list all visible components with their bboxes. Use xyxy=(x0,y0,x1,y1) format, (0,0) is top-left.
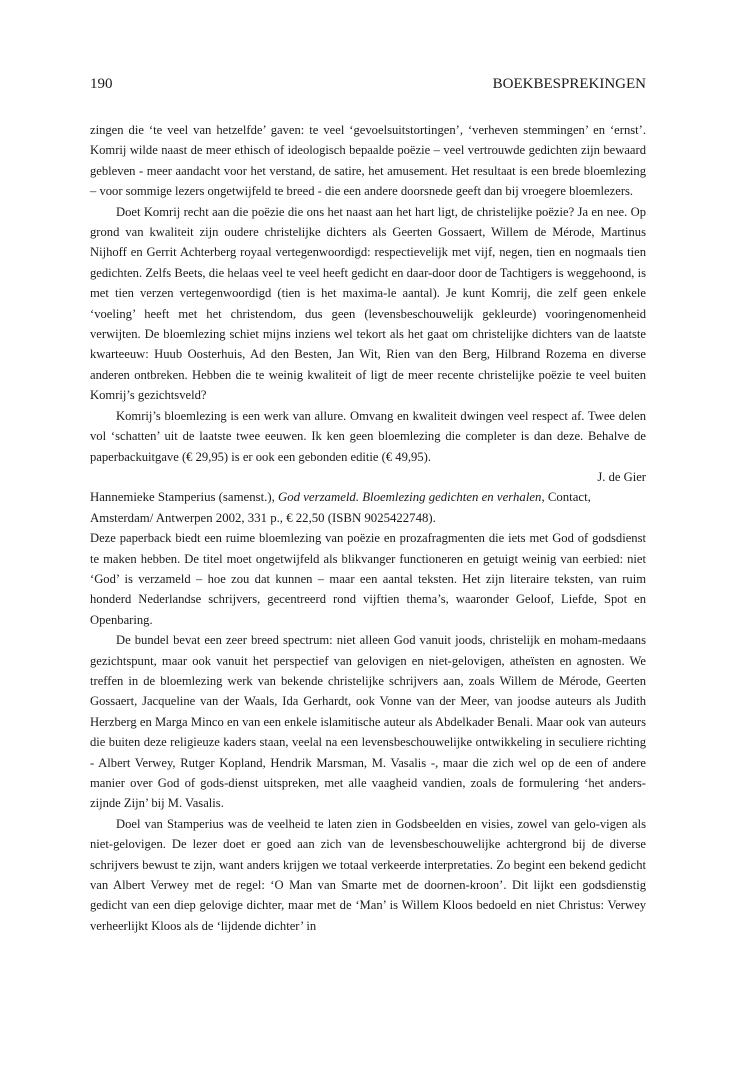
book-reference xyxy=(90,487,646,528)
review1-paragraph: zingen die ‘te veel van hetzelfde’ gaven: te veel ‘gevoelsuitstortingen’, ‘verheven stemmingen’ en ‘ernst’. Komrij wilde naast de meer ethisch of ideologisch bepaalde poëzie – veel vertrouwde gedichten zijn bewaard gebleven - meer aandacht voor het verstand, de satire, het amusement. Het resultaat is een brede bloemlezing – voor sommige lezers ongetwijfeld te breed - die een andere doorsnede geeft dan bij vroegere bloemlezers. xyxy=(90,123,646,199)
reference-author: Hannemieke Stamperius (samenst.), xyxy=(90,490,278,505)
page-body xyxy=(90,120,646,936)
reference-title: God verzameld. Bloemlezing gedichten en verhalen xyxy=(278,490,542,505)
review2-paragraph: Doel van Stamperius was de veelheid te laten zien in Godsbeelden en visies, zowel van gelo-vigen als niet-gelovigen. De lezer doet er goed aan zich van de levensbeschouwelijke achtergrond bij de diverse schrijvers bewust te zijn, want anders krijgen we totaal verkeerde interpretaties. Zo begint een bekend gedicht van Albert Verwey met de regel: ‘O Man van Smarte met de doornen-kroon’. Dit lijkt een godsdienstig gedicht van een diep gelovige dichter, maar met de ‘Man’ is Willem Kloos bedoeld en niet Christus: Verwey verheerlijkt Kloos als de ‘lijdende dichter’ in xyxy=(90,816,646,933)
page-header xyxy=(90,76,646,93)
review1-paragraph: Doet Komrij recht aan die poëzie die ons het naast aan het hart ligt, de christelijke poëzie? Ja en nee. Op grond van kwaliteit zijn oudere christelijke dichters als Geerten Gossaert, Willem de Mérode, Martinus Nijhoff en Gerrit Achterberg royaal vertegenwoordigd: respectievelijk met vijf, negen, tien en nogmaals tien gedichten. Zelfs Beets, die helaas veel te veel heeft gedicht en daar-door door de Tachtigers is weggehoond, is met tien verzen vertegenwoordigd (tien is het maxima-le aantal). Je kunt Komrij, die zelf geen enkele ‘voeling’ heeft met het christendom, dus geen (levensbeschouwelijk gekleurde) vooringenomenheid verwijten. De bloemlezing schiet mijns inziens wel tekort als het gaat om christelijke dichters van de laatste kwarteeuw: Huub Oosterhuis, Ad den Besten, Jan Wit, Rien van den Berg, Hilbrand Rozema en diverse anderen ontbreken. Hebben die te weinig kwaliteit of ligt de meer recente christelijke poëzie te veel buiten Komrij’s gezichtsveld? xyxy=(90,204,646,403)
page-number: 190 xyxy=(90,76,113,92)
review1-signature: J. de Gier xyxy=(597,469,646,484)
review1-paragraph: Komrij’s bloemlezing is een werk van allure. Omvang en kwaliteit dwingen veel respect af. Twee delen vol ‘schatten’ uit de laatste twee eeuwen. Ik ken geen bloemlezing die completer is dan deze. Behalve de paperbackuitgave (€ 29,95) is er ook een gebonden editie (€ 49,95). xyxy=(90,408,646,464)
review2-paragraph: Deze paperback biedt een ruime bloemlezing van poëzie en prozafragmenten die iets met God of godsdienst te maken hebben. De titel moet ongetwijfeld als blikvanger functioneren en getuigt weinig van eerbied: niet ‘God’ is verzameld – hoe zou dat kunnen – maar een aantal teksten. Het zijn literaire teksten, van ruim honderd Nederlandse schrijvers, gecentreerd rond vijftien thema’s, waaronder Geloof, Liefde, Spot en Openbaring. xyxy=(90,531,646,627)
review2-paragraph: De bundel bevat een zeer breed spectrum: niet alleen God vanuit joods, christelijk en moham-medaans gezichtspunt, maar ook vanuit het perspectief van gelovigen en niet-gelovigen, atheïsten en agnosten. We treffen in de bloemlezing werk van bekende christelijke schrijvers aan, zoals Willem de Mérode, Geerten Gossaert, Jacqueline van der Waals, Ida Gerhardt, ook Vonne van der Meer, van joodse auteurs als Judith Herzberg en Marga Minco en van een enkele islamitische auteur als Abdelkader Benali. Maar ook van auteurs die buiten deze religieuze kaders staan, veelal na een levensbeschouwelijke ontwikkeling in seculiere richting - Albert Verwey, Rutger Kopland, Hendrik Marsman, M. Vasalis -, maar die zich wel op de een of andere manier over God of gods-dienst uitspreken, met alle vaagheid vandien, zoals de formulering ‘het anders-zijnde Zijn’ bij M. Vasalis. xyxy=(90,633,646,811)
reference-details: , Contact, Amsterdam/ Antwerpen 2002, 331 p., € 22,50 (ISBN 9025422748). xyxy=(90,490,591,525)
section-title: BOEKBESPREKINGEN xyxy=(492,76,646,92)
